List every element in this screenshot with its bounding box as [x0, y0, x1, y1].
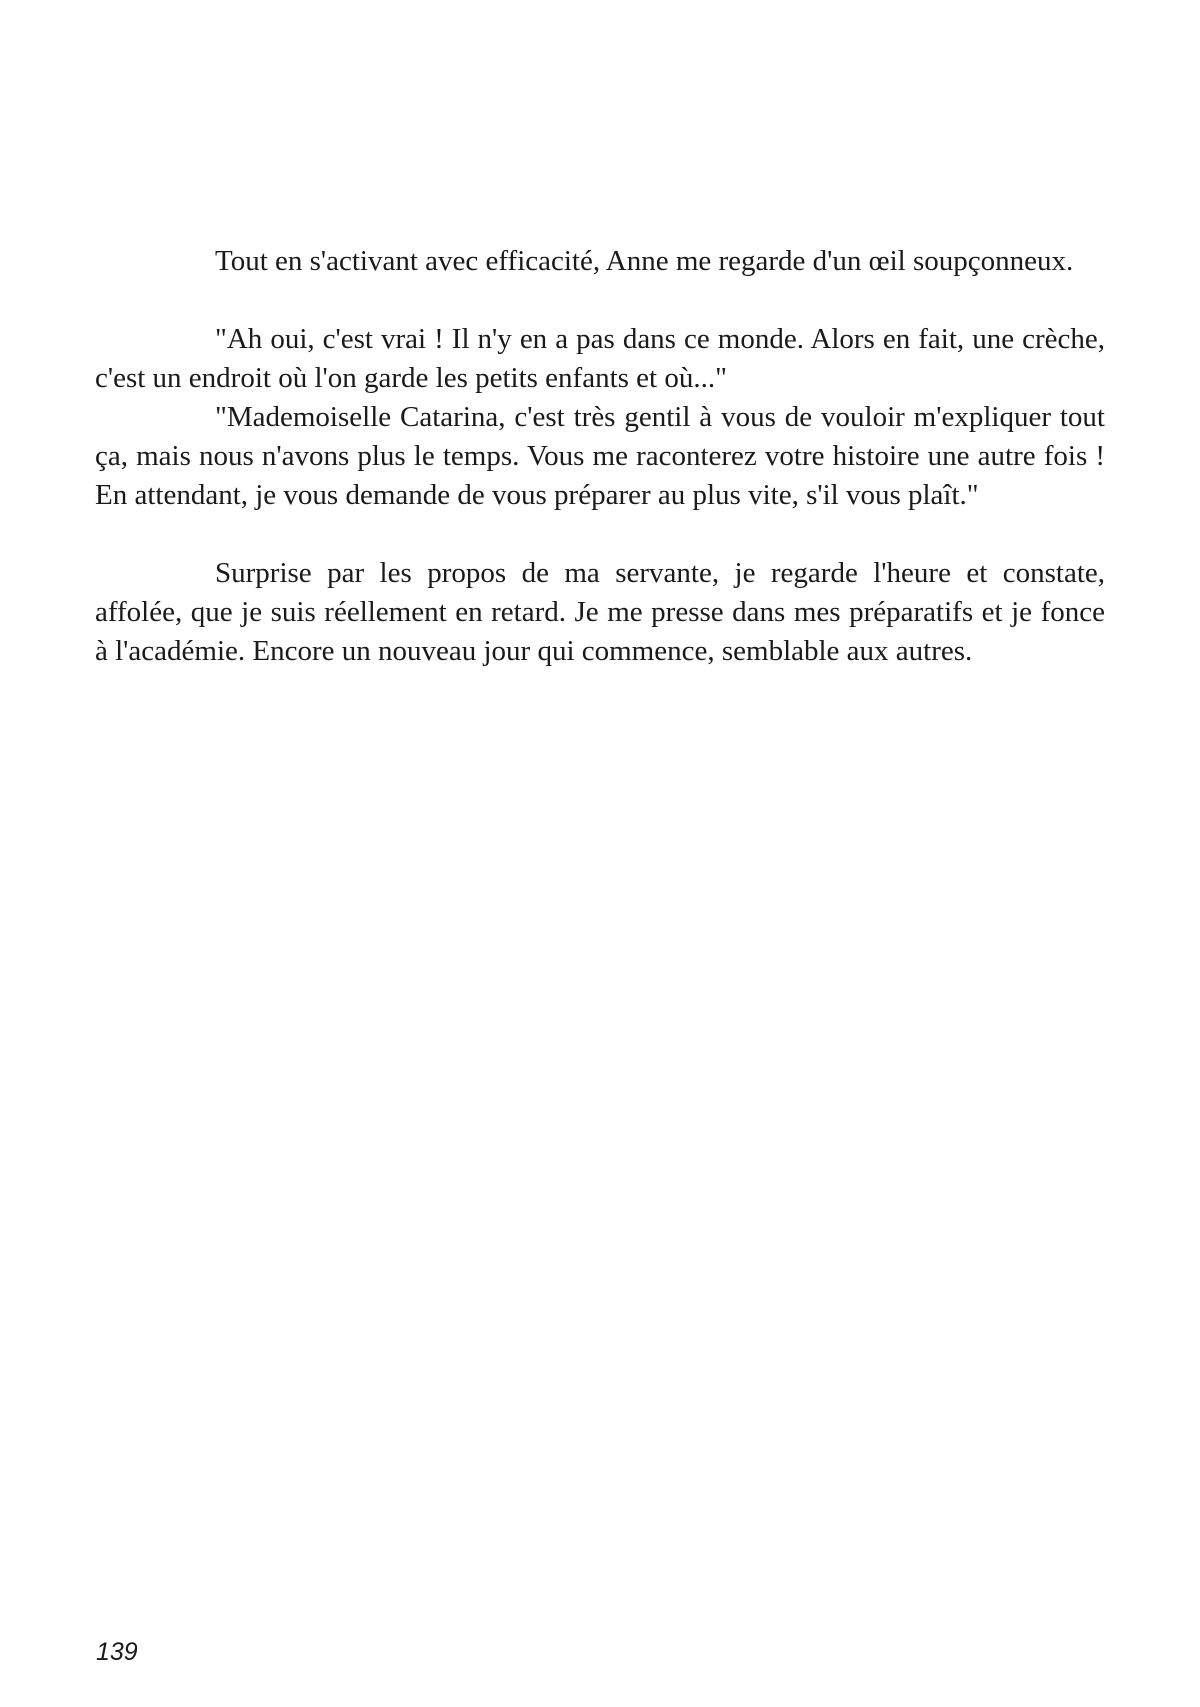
- paragraph-4: Surprise par les propos de ma servante, je regarde l'heure et constate, affolée, que je suis réellement en retard. Je me presse dans mes préparatifs et je fonce à l'académie. Encore un nouveau jour qui commence, semblable aux autres.: [95, 557, 1105, 667]
- page-body: [95, 242, 1105, 671]
- paragraph-3: "Mademoiselle Catarina, c'est très gentil à vous de vouloir m'expliquer tout ça, mais nous n'avons plus le temps. Vous me raconterez votre histoire une autre fois ! En attendant, je vous demande de vous préparer au plus vite, s'il vous plaît.": [95, 401, 1105, 511]
- paragraph-2: "Ah oui, c'est vrai ! Il n'y en a pas dans ce monde. Alors en fait, une crèche, c'est un endroit où l'on garde les petits enfants et où...": [95, 323, 1105, 394]
- paragraph-1: Tout en s'activant avec efficacité, Anne me regarde d'un œil soupçonneux.: [215, 245, 1074, 277]
- page-number: 139: [96, 1638, 138, 1666]
